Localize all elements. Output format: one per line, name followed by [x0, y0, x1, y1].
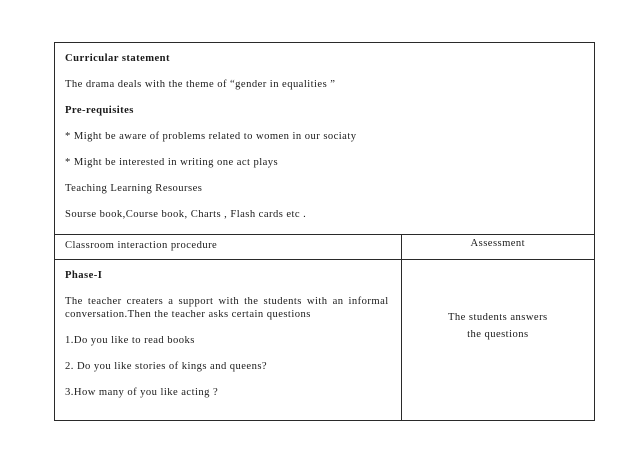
resources-text: Sourse book,Course book, Charts , Flash cards etc .: [65, 209, 307, 220]
curriculum-cell: [55, 43, 595, 235]
resources-heading: Teaching Learning Resourses: [65, 183, 203, 194]
prereq-heading: Pre-requisites: [65, 105, 134, 116]
prereq-item: * Might be aware of problems related to women in our sociaty: [65, 131, 357, 142]
curricular-text: The drama deals with the theme of “gender in equalities ”: [65, 79, 336, 90]
curricular-heading: Curricular statement: [65, 53, 171, 64]
table-header-row: [55, 235, 595, 260]
assessment-line: The students answers: [448, 312, 548, 323]
procedure-header: Classroom interaction procedure: [55, 235, 402, 260]
phase-procedure-cell: [55, 260, 402, 421]
question-item: 3.How many of you like acting ?: [65, 387, 219, 398]
lesson-plan-table: [54, 42, 595, 421]
phase-title: Phase-I: [65, 270, 103, 281]
assessment-header: Assessment: [401, 235, 594, 260]
prereq-item: * Might be interested in writing one act plays: [65, 157, 279, 168]
assessment-line: the questions: [467, 329, 529, 340]
phase-assessment-cell: [401, 260, 594, 421]
curriculum-row: [55, 43, 595, 235]
question-item: 2. Do you like stories of kings and queens?: [65, 361, 268, 372]
phase-row: [55, 260, 595, 421]
question-item: 1.Do you like to read books: [65, 335, 195, 346]
phase-paragraph: The teacher creaters a support with the students with an informal conversation.Then the teacher asks certain questions: [65, 296, 389, 320]
